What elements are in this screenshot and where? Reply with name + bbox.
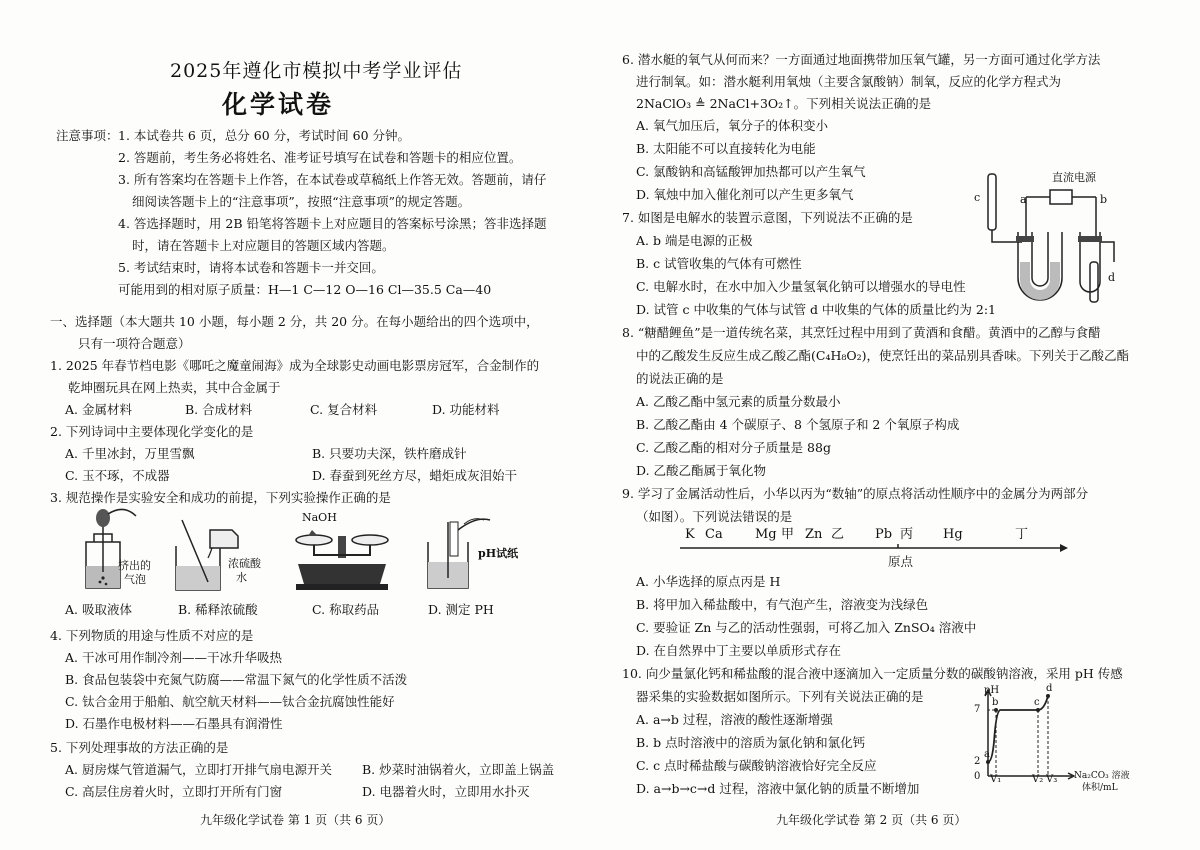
axis-label-bing: 丙 [900,527,914,542]
graph-y-label: pH [984,685,1000,696]
figure-dilution [168,516,248,596]
q5-option-b: B. 炒菜时油锅着火，立即盖上锅盖 [362,762,555,777]
q7-option-c: C. 电解水时，在水中加入少量氢氧化钠可以增强水的导电性 [636,279,966,294]
q8-option-c: C. 乙酸乙酯的相对分子质量是 88g [636,440,831,455]
q3-option-b: B. 稀释浓硫酸 [178,602,258,617]
axis-label-pb: Pb [875,527,893,542]
question-8-stem-cont: 中的乙酸发生反应生成乙酸乙酯(C₄H₈O₂)，使烹饪出的菜品别具香味。下列关于乙酸乙酯 [636,348,1130,363]
q5-option-c: C. 高层住房着火时，立即打开所有门窗 [65,784,283,799]
question-10-stem-cont: 器采集的实验数据如图所示。下列有关说法正确的是 [636,689,924,704]
q6-option-d: D. 氧烛中加入催化剂可以产生更多氧气 [636,187,854,202]
note-4: 4. 答选择题时，用 2B 铅笔将答题卡上对应题目的答案标号涂黑；答非选择题 [118,216,547,231]
page-footer: 九年级化学试卷 第 1 页（共 6 页） [200,813,391,827]
q8-option-b: B. 乙酸乙酯由 4 个碳原子、8 个氢原子和 2 个氧原子构成 [636,417,960,432]
question-9-stem-cont: （如图）。下列说法错误的是 [636,509,793,524]
q7-option-d: D. 试管 c 中收集的气体与试管 d 中收集的气体的质量比约为 2:1 [636,302,997,317]
figure-electrolysis [970,166,1150,306]
q2-option-b: B. 只要功夫深，铁杵磨成针 [312,446,467,461]
q9-option-c: C. 要验证 Zn 与乙的活动性强弱，可将乙加入 ZnSO₄ 溶液中 [636,620,977,635]
notes-label: 注意事项： [56,128,119,143]
q8-option-a: A. 乙酸乙酯中氢元素的质量分数最小 [636,394,841,409]
question-10-stem: 10. 向少量氯化钙和稀盐酸的混合液中逐滴加入一定质量分数的碳酸钠溶液，采用 pH 传感 [622,666,1123,681]
graph-point-c: c [1034,697,1040,708]
q7-option-a: A. b 端是电源的正极 [636,233,753,248]
axis-label-mg: Mg [755,527,777,542]
axis-origin-label: 原点 [888,554,914,569]
question-1-stem-cont: 乾坤圈玩具在网上热卖，其中合金属于 [68,380,281,395]
question-6-stem-cont: 进行制氧。如：潜水艇利用氧烛（主要含氯酸钠）制氧，反应的化学方程式为 [636,74,1062,89]
q7-option-b: B. c 试管收集的气体有可燃性 [636,256,802,271]
section-1-header: 一、选择题（本大题共 10 小题，每小题 2 分，共 20 分。在每小题给出的四个选项中， [50,314,539,329]
question-2-stem: 2. 下列诗词中主要体现化学变化的是 [50,424,254,439]
question-8-stem: 8. “糖醋鲤鱼”是一道传统名菜，其烹饪过程中用到了黄酒和食醋。黄酒中的乙醇与食醋 [622,325,1101,340]
note-3: 3. 所有答案均在答题卡上作答，在本试卷或草稿纸上作答无效。答题前，请仔 [118,172,547,187]
q10-option-c: C. c 点时稀盐酸与碳酸钠溶液恰好完全反应 [636,758,877,773]
note-3-cont: 细阅读答题卡上的“注意事项”，按照“注意事项”的规定答题。 [132,194,471,209]
q2-option-d: D. 春蚕到死丝方尽，蜡炬成灰泪始干 [312,468,518,483]
axis-label-hg: Hg [943,527,963,542]
axis-label-yi: 乙 [831,527,845,542]
q6-option-c: C. 氯酸钠和高锰酸钾加热都可以产生氧气 [636,164,866,179]
section-1-header-cont: 只有一项符合题意） [78,336,191,351]
question-8-stem-cont2: 的说法正确的是 [636,371,724,386]
figure-balance [292,524,392,596]
axis-label-zn: Zn [805,527,823,542]
graph-point-d: d [1046,683,1053,694]
q9-option-d: D. 在自然界中丁主要以单质形式存在 [636,643,842,658]
q3-option-d: D. 测定 PH [428,602,494,617]
q4-option-b: B. 食品包装袋中充氮气防腐——常温下氮气的化学性质不活泼 [65,672,408,687]
q2-option-a: A. 千里冰封，万里雪飘 [65,446,195,461]
axis-label-jia: 甲 [781,527,795,542]
label-ph-paper: pH试纸 [478,547,519,560]
subject-title: 化学试卷 [222,90,335,119]
q4-option-d: D. 石墨作电极材料——石墨具有润滑性 [65,716,283,731]
note-2: 2. 答题前，考生务必将姓名、准考证号填写在试卷和答题卡的相应位置。 [118,150,522,165]
q3-option-c: C. 称取药品 [312,602,380,617]
q6-option-b: B. 太阳能不可以直接转化为电能 [636,141,816,156]
q8-option-d: D. 乙酸乙酯属于氧化物 [636,463,767,478]
q6-option-a: A. 氧气加压后，氧分子的体积变小 [636,118,828,133]
question-7-stem: 7. 如图是电解水的装置示意图，下列说法不正确的是 [622,210,913,225]
q10-option-a: A. a→b 过程，溶液的酸性逐渐增强 [636,712,833,727]
question-5-stem: 5. 下列处理事故的方法正确的是 [50,740,229,755]
label-water: 水 [236,571,247,584]
label-sulfuric-acid: 浓硫酸 [228,557,261,570]
graph-y-7: 7 [974,704,981,715]
q4-option-c: C. 钛合金用于船舶、航空航天材料——钛合金抗腐蚀性能好 [65,694,395,709]
note-4-cont: 时，请在答题卡上对应题目的答题区域内答题。 [132,238,395,253]
q3-option-a: A. 吸取液体 [65,602,132,617]
question-1-stem: 1. 2025 年春节档电影《哪吒之魔童闹海》成为全球影史动画电影票房冠军，合金制作的 [50,358,540,373]
exam-page-2 [600,0,1200,850]
label-bubbles-2: 气泡 [124,573,146,586]
label-c: c [974,191,981,204]
q2-option-c: C. 玉不琢，不成器 [65,468,170,483]
graph-origin: 0 [974,771,981,782]
axis-label-ding: 丁 [1015,527,1029,542]
q10-option-b: B. b 点时溶液中的溶质为氯化钠和氯化钙 [636,735,866,750]
axis-label-ca: Ca [705,527,723,542]
question-3-stem: 3. 规范操作是实验安全和成功的前提，下列实验操作正确的是 [50,490,391,505]
exam-title: 2025年遵化市模拟中考学业评估 [170,60,463,82]
q5-option-a: A. 厨房煤气管道漏气，立即打开排气扇电源开关 [65,762,332,777]
atomic-masses: 可能用到的相对原子质量：H—1 C—12 O—16 Cl—35.5 Ca—40 [118,282,492,297]
q1-option-a: A. 金属材料 [65,402,132,417]
graph-x-label: Na₂CO₃ 溶液 [1074,771,1130,781]
graph-point-b: b [992,697,999,708]
q10-option-d: D. a→b→c→d 过程，溶液中氯化钠的质量不断增加 [636,781,920,796]
question-9-stem: 9. 学习了金属活动性后，小华以丙为“数轴”的原点将活动性顺序中的金属分为两部分 [622,486,1089,501]
label-d: d [1108,271,1116,284]
label-a: a [1020,193,1027,206]
q9-option-a: A. 小华选择的原点丙是 H [636,574,781,589]
q1-option-c: C. 复合材料 [310,402,378,417]
q1-option-b: B. 合成材料 [185,402,253,417]
graph-v3: V₃ [1046,774,1058,785]
question-6-equation: 2NaClO₃ ≜ 2NaCl+3O₂↑。下列相关说法正确的是 [636,96,932,111]
note-1: 1. 本试卷共 6 页，总分 60 分，考试时间 60 分钟。 [118,128,411,143]
axis-line [680,544,1070,554]
graph-y-2: 2 [974,756,981,767]
page-footer: 九年级化学试卷 第 2 页（共 6 页） [776,813,967,827]
graph-point-a: a [984,749,990,760]
question-4-stem: 4. 下列物质的用途与性质不对应的是 [50,628,254,643]
note-5: 5. 考试结束时，请将本试卷和答题卡一并交回。 [118,260,384,275]
question-6-stem: 6. 潜水艇的氧气从何而来？一方面通过地面携带加压氧气罐，另一方面可通过化学方法 [622,52,1101,67]
label-bubbles: 挤出的 [118,559,151,572]
q1-option-d: D. 功能材料 [432,402,500,417]
axis-label-k: K [685,527,695,542]
label-b: b [1100,193,1108,206]
q9-option-b: B. 将甲加入稀盐酸中，有气泡产生，溶液变为浅绿色 [636,597,929,612]
graph-v1: V₁ [990,774,1002,785]
label-dc-power: 直流电源 [1052,171,1096,184]
graph-x-unit: 体积/mL [1082,783,1118,793]
graph-v2: V₂ [1032,774,1044,785]
q5-option-d: D. 电器着火时，立即用水扑灭 [362,784,530,799]
label-naoh: NaOH [302,511,337,524]
q4-option-a: A. 干冰可用作制冷剂——干冰升华吸热 [65,650,282,665]
